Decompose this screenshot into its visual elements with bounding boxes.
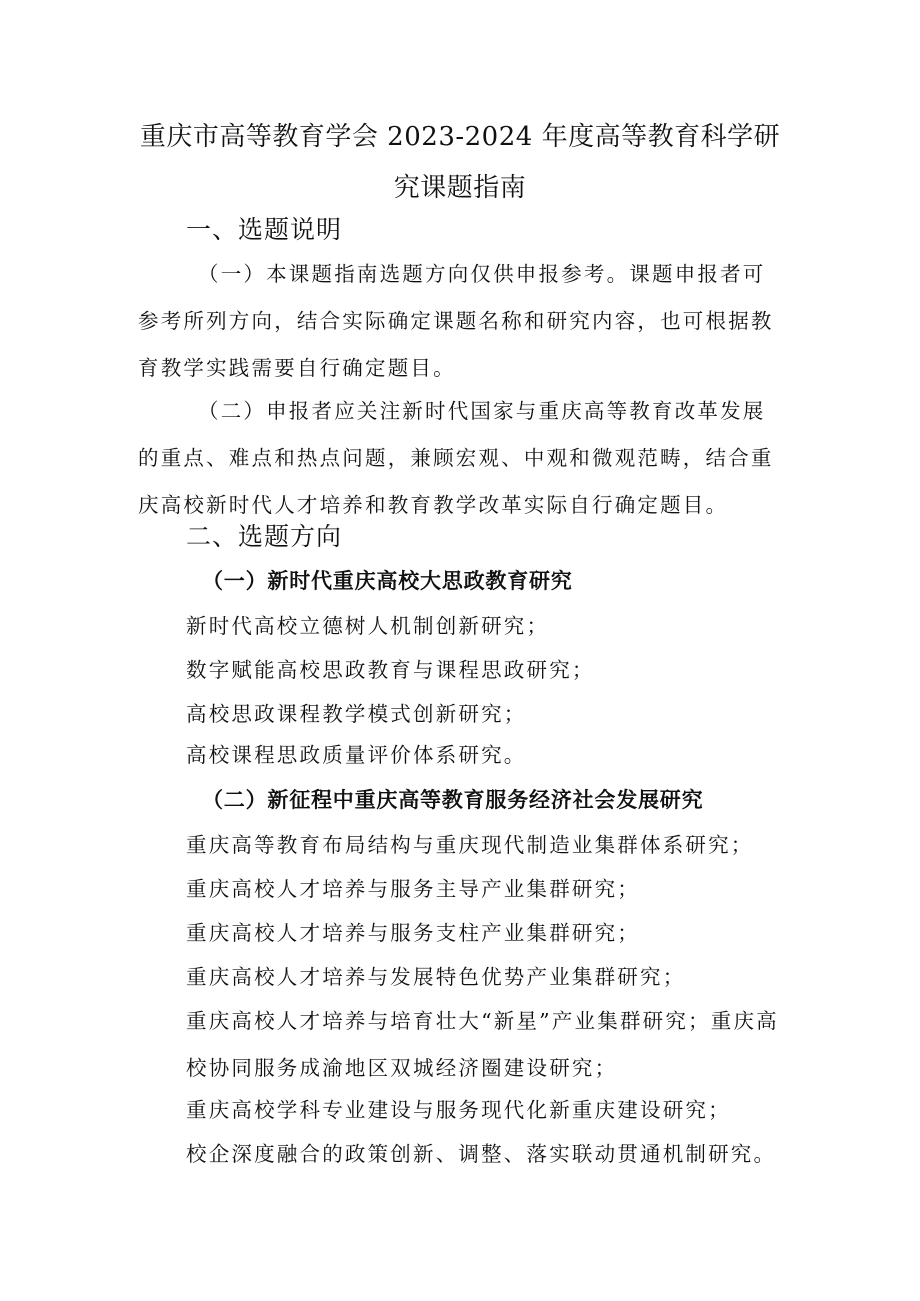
section-heading-topic-description: 一、选题说明 <box>186 215 343 244</box>
section-heading-topic-directions: 二、选题方向 <box>186 522 343 551</box>
list-item: 新时代高校立德树人机制创新研究； <box>186 614 550 638</box>
list-item: 校企深度融合的政策创新、调整、落实联动贯通机制研究。 <box>186 1142 777 1166</box>
paragraph-applicant-focus: （二）申报者应关注新时代国家与重庆高等教育改革发展的重点、难点和热点问题，兼顾宏观、中观和微观范畴，结合重庆高校新时代人才培养和教育教学改革实际自行确定题目。 <box>138 399 774 517</box>
subsection-heading-ideological-education: （一）新时代重庆高校大思政教育研究 <box>202 568 573 593</box>
list-item: 重庆高校人才培养与服务支柱产业集群研究； <box>186 921 640 945</box>
paragraph-topic-reference: （一）本课题指南选题方向仅供申报参考。课题申报者可参考所列方向，结合实际确定课题名称和研究内容，也可根据教育教学实践需要自行确定题目。 <box>138 262 774 380</box>
list-item: 重庆高校人才培养与服务主导产业集群研究； <box>186 877 640 901</box>
document-title-line-1: 重庆市高等教育学会 2023-2024 年度高等教育科学研 <box>139 122 781 152</box>
list-item: 重庆高校学科专业建设与服务现代化新重庆建设研究； <box>186 1098 731 1122</box>
list-item: 重庆高校人才培养与培育壮大“新星”产业集群研究；重庆高校协同服务成渝地区双城经济圈建设研究； <box>186 1009 779 1080</box>
list-item: 高校思政课程教学模式创新研究； <box>186 702 527 726</box>
list-item: 重庆高等教育布局结构与重庆现代制造业集群体系研究； <box>186 833 754 857</box>
subsection-heading-serving-development: （二）新征程中重庆高等教育服务经济社会发展研究 <box>202 787 704 812</box>
document-title-line-2: 究课题指南 <box>393 173 527 203</box>
list-item: 数字赋能高校思政教育与课程思政研究； <box>186 658 595 682</box>
list-item: 重庆高校人才培养与发展特色优势产业集群研究； <box>186 965 686 989</box>
list-item: 高校课程思政质量评价体系研究。 <box>186 743 527 767</box>
